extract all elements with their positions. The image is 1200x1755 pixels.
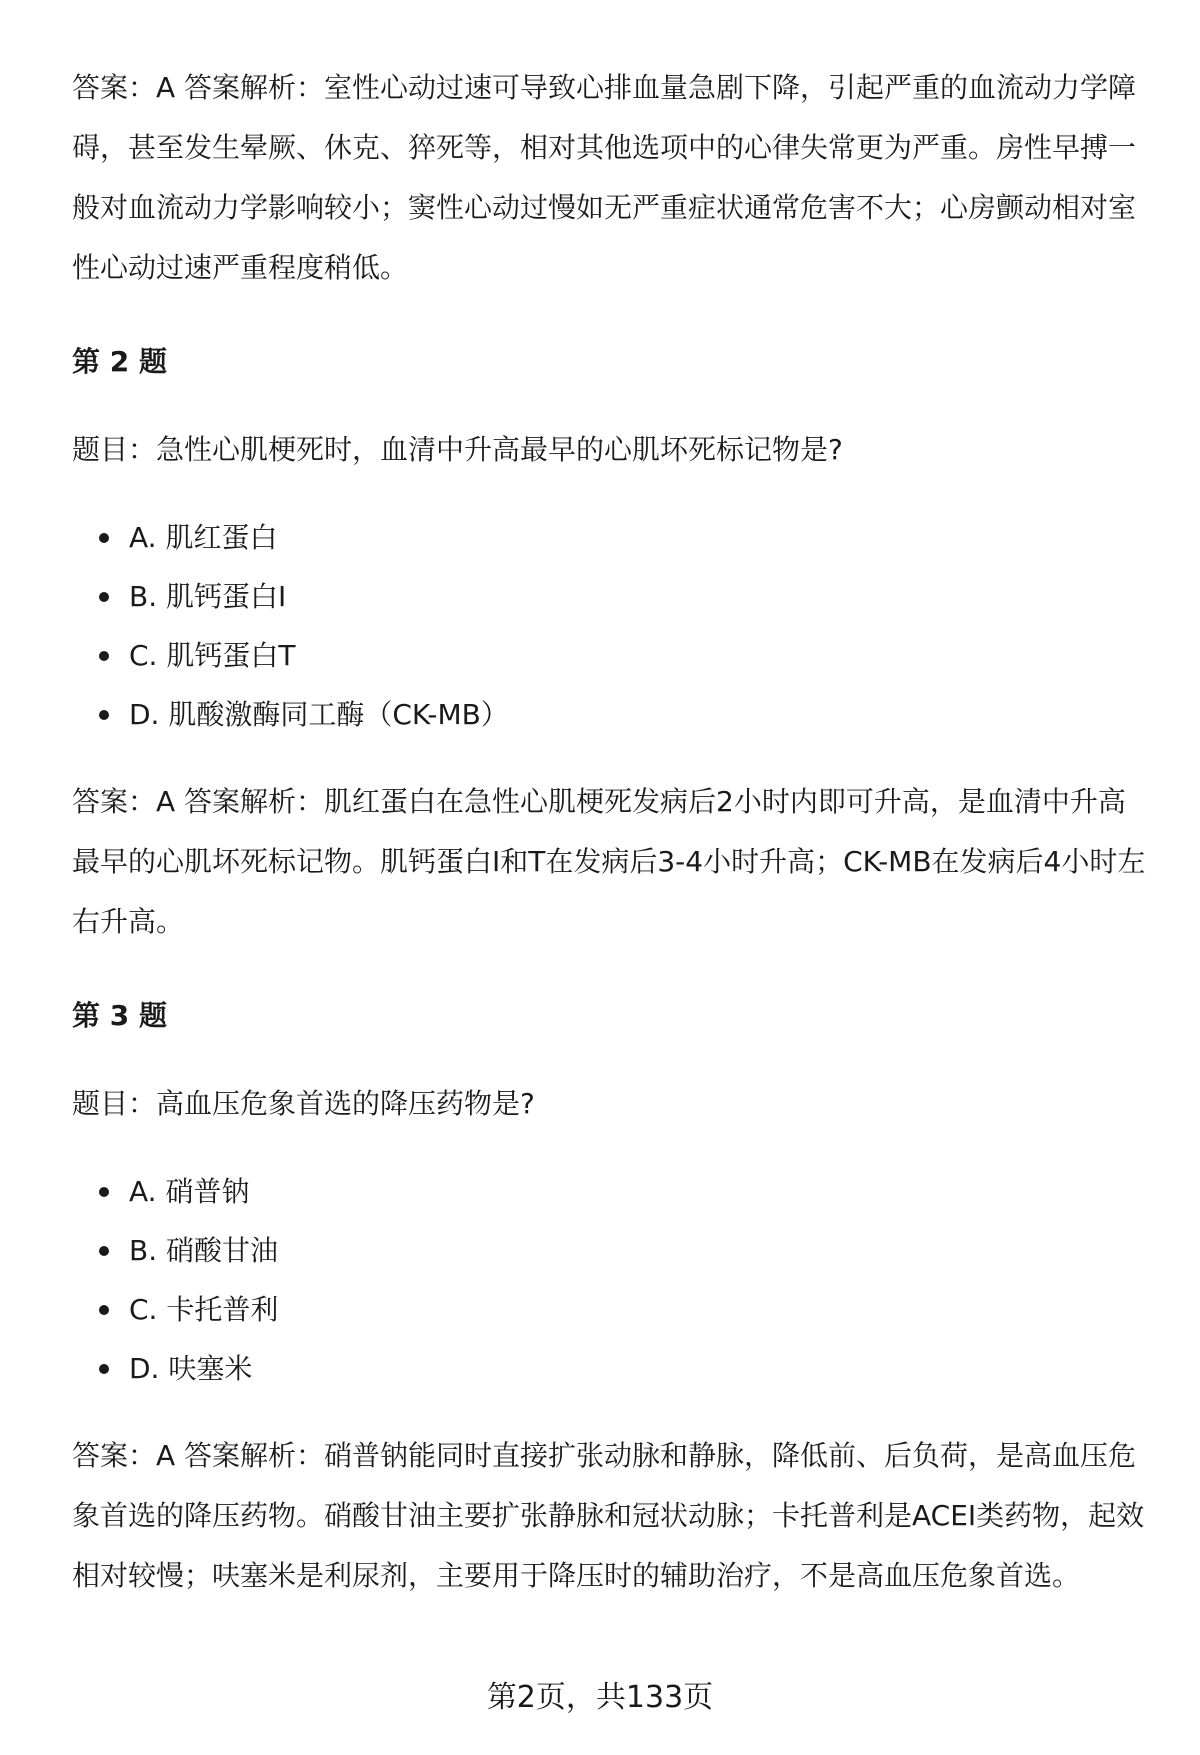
page-content: [72, 58, 1152, 1606]
option-item: A. 肌红蛋白: [72, 508, 1152, 567]
question-3-text: 题目：高血压危象首选的降压药物是?: [72, 1087, 535, 1120]
option-item: B. 肌钙蛋白I: [72, 567, 1152, 626]
option-item: D. 呋塞米: [72, 1339, 1152, 1398]
option-item: C. 肌钙蛋白T: [72, 626, 1152, 685]
question-3-heading: 第 3 题: [72, 999, 167, 1032]
question-3-options: [72, 1162, 1152, 1398]
option-item: A. 硝普钠: [72, 1162, 1152, 1221]
question-2-text: 题目：急性心肌梗死时，血清中升高最早的心肌坏死标记物是?: [72, 433, 843, 466]
question-3: [72, 986, 1152, 1606]
question-3-answer-explanation: 答案：A 答案解析：硝普钠能同时直接扩张动脉和静脉，降低前、后负荷，是高血压危象首选的降压药物。硝酸甘油主要扩张静脉和冠状动脉；卡托普利是ACEI类药物，起效相对较慢；呋塞米是利尿剂，主要用于降压时的辅助治疗，不是高血压危象首选。: [72, 1439, 1145, 1592]
option-item: D. 肌酸激酶同工酶（CK-MB）: [72, 685, 1152, 744]
q1-answer-explanation: 答案：A 答案解析：室性心动过速可导致心排血量急剧下降，引起严重的血流动力学障碍，甚至发生晕厥、休克、猝死等，相对其他选项中的心律失常更为严重。房性早搏一般对血流动力学影响较小；窦性心动过慢如无严重症状通常危害不大；心房颤动相对室性心动过速严重程度稍低。: [72, 71, 1137, 284]
question-2-heading: 第 2 题: [72, 345, 167, 378]
question-2: [72, 332, 1152, 952]
option-item: B. 硝酸甘油: [72, 1221, 1152, 1280]
question-2-options: [72, 508, 1152, 744]
page-number-footer: 第2页，共133页: [486, 1680, 714, 1715]
question-2-answer-explanation: 答案：A 答案解析：肌红蛋白在急性心肌梗死发病后2小时内即可升高，是血清中升高最早的心肌坏死标记物。肌钙蛋白I和T在发病后3-4小时升高；CK-MB在发病后4小时左右升高。: [72, 785, 1146, 938]
option-item: C. 卡托普利: [72, 1280, 1152, 1339]
